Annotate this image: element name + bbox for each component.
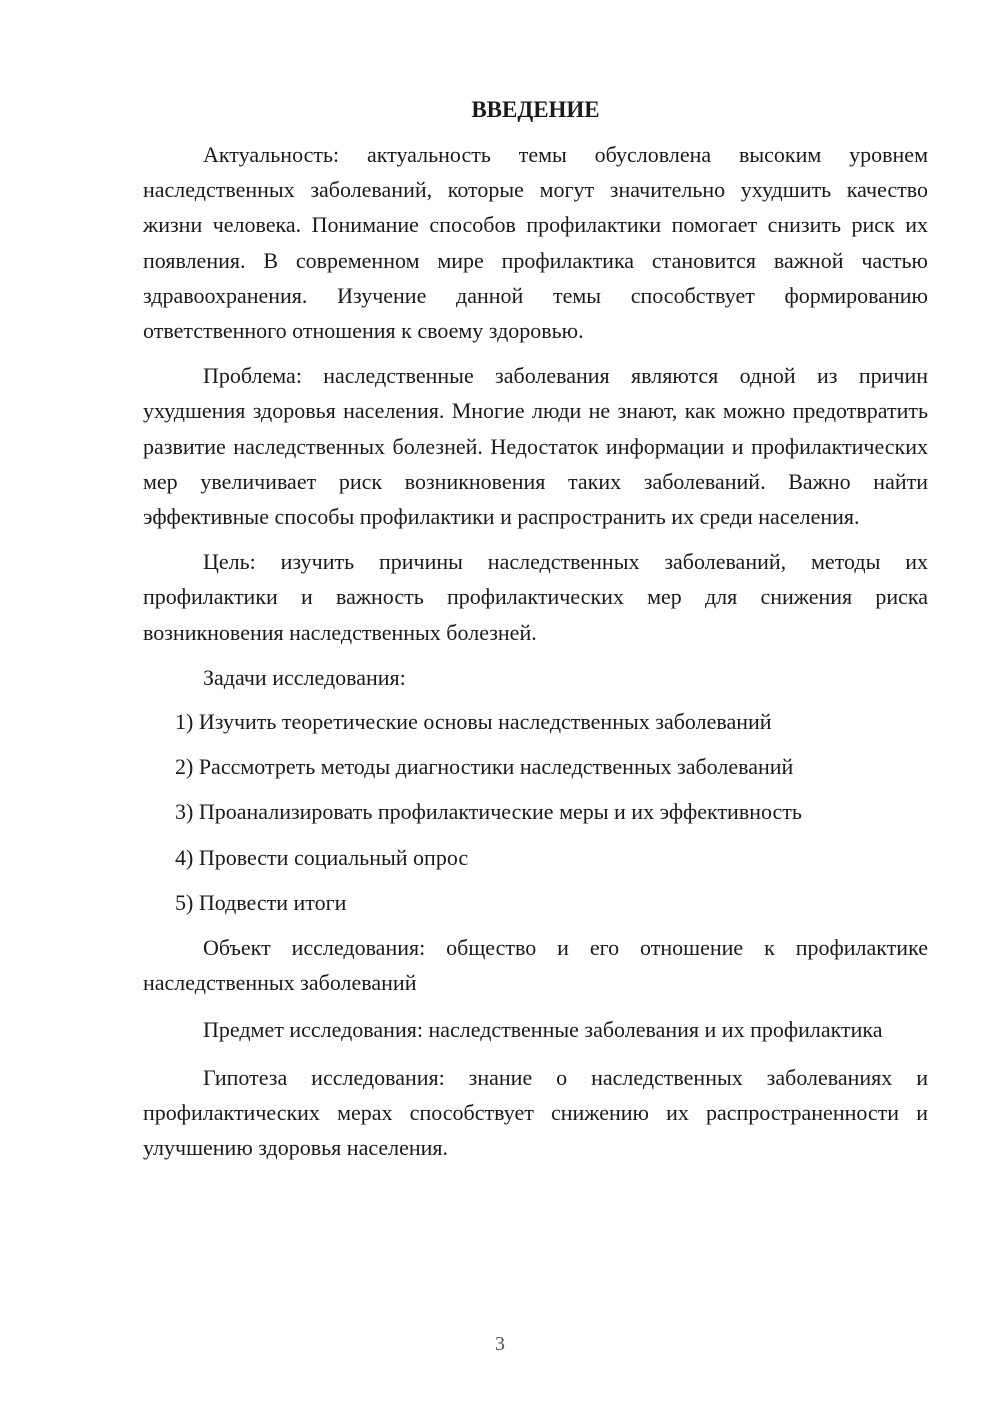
page-title: ВВЕДЕНИЕ <box>471 97 600 122</box>
list-item: 3) Проанализировать профилактические меры и их эффективность <box>175 799 802 825</box>
subject-paragraph: Предмет исследования: наследственные заболевания и их профилактика <box>203 1017 883 1043</box>
task-list <box>143 704 928 920</box>
list-item: 5) Подвести итоги <box>175 889 347 915</box>
goal-paragraph: Цель: изучить причины наследственных заболеваний, методы их профилактики и важность профилактических мер для снижения риска возникновения наследственных болезней. <box>143 549 928 645</box>
hypothesis-paragraph: Гипотеза исследования: знание о наследственных заболеваниях и профилактических мерах способствует снижению их распространенности и улучшению здоровья населения. <box>143 1064 928 1161</box>
problem-paragraph: Проблема: наследственные заболевания являются одной из причин ухудшения здоровья населения. Многие люди не знают, как можно предотвратить развитие наследственных болезней. Недостаток информации и профилактических мер увеличивает риск возникновения таких заболеваний. Важно найти эффективные способы профилактики и распространить их среди населения. <box>143 363 928 530</box>
relevance-paragraph: Актуальность: актуальность темы обусловлена высоким уровнем наследственных заболеваний, которые могут значительно ухудшить качество жизни человека. Понимание способов профилактики помогает снизить риск их появления. В современном мире профилактика становится важной частью здравоохранения. Изучение данной темы способствует формированию ответственного отношения к своему здоровью. <box>143 142 928 344</box>
document-page <box>143 95 928 1175</box>
list-item: 4) Провести социальный опрос <box>175 844 469 870</box>
tasks-heading: Задачи исследования: <box>203 664 406 690</box>
page-number: 3 <box>495 1333 505 1355</box>
object-paragraph: Объект исследования: общество и его отношение к профилактике наследственных заболеваний <box>143 935 928 996</box>
list-item: 2) Рассмотреть методы диагностики наследственных заболеваний <box>175 754 794 780</box>
list-item: 1) Изучить теоретические основы наследственных заболеваний <box>175 709 772 735</box>
